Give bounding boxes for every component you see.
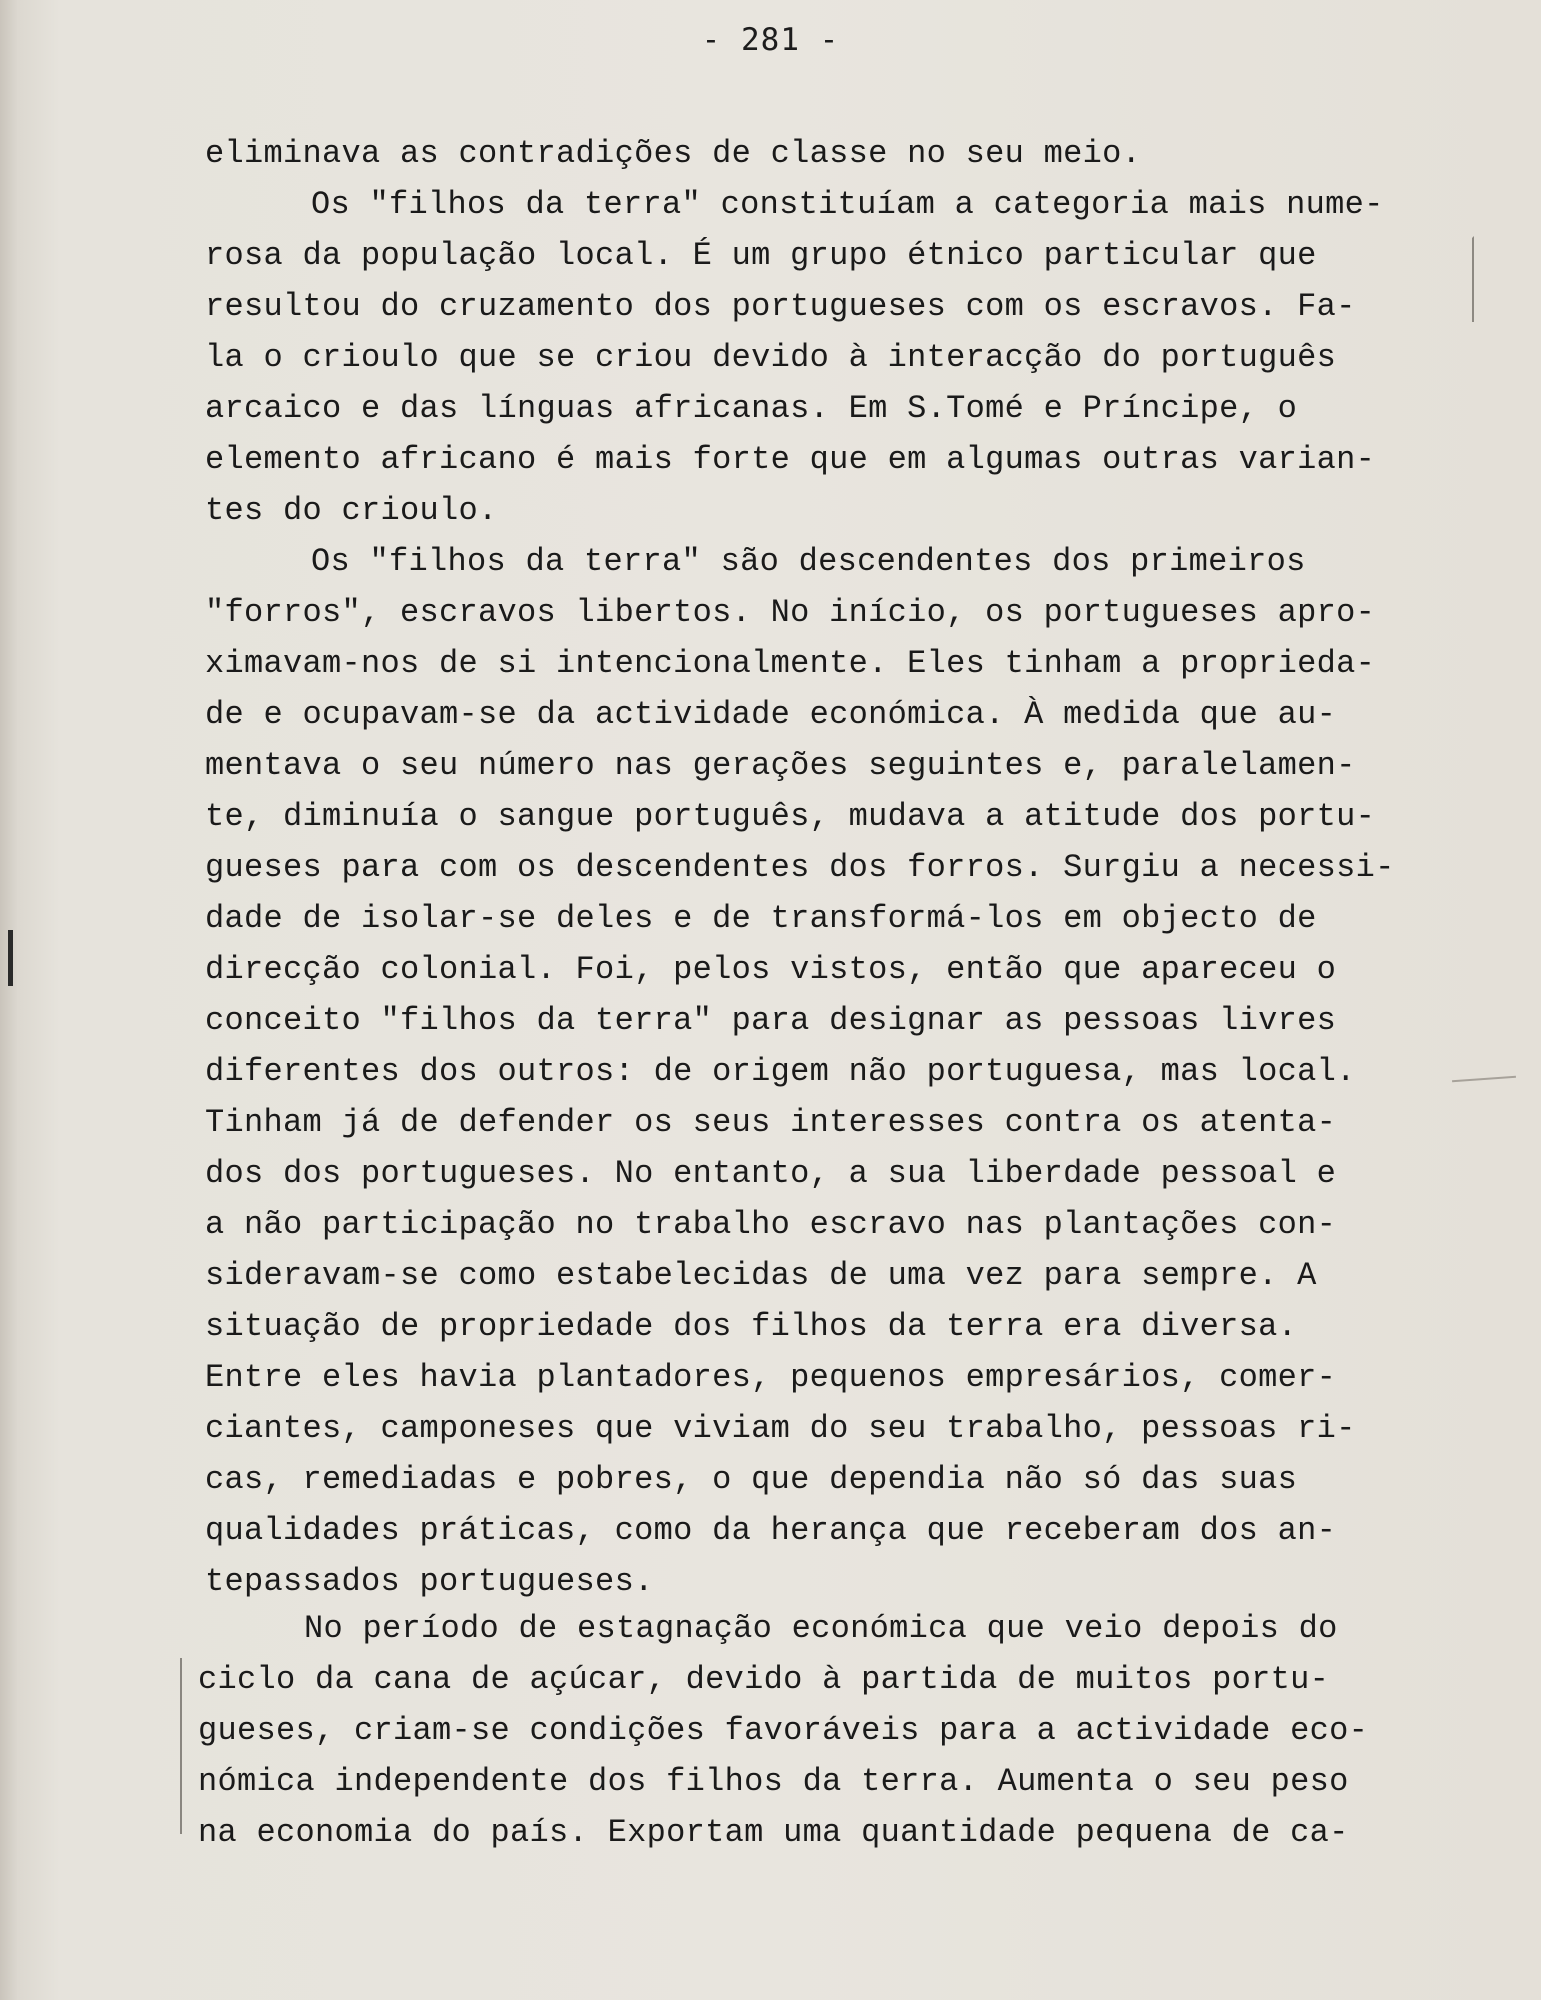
text-line: cas, remediadas e pobres, o que dependia não só das suas xyxy=(205,1461,1298,1498)
text-line: de e ocupavam-se da actividade económica. À medida que au- xyxy=(205,696,1337,733)
binding-mark xyxy=(8,930,13,986)
text-line: resultou do cruzamento dos portugueses com os escravos. Fa- xyxy=(205,288,1356,325)
margin-vertical-rule xyxy=(180,1658,182,1834)
text-line: te, diminuía o sangue português, mudava a atitude dos portu- xyxy=(205,798,1376,835)
text-line: la o crioulo que se criou devido à interacção do português xyxy=(205,339,1337,376)
text-line: conceito "filhos da terra" para designar as pessoas livres xyxy=(205,1002,1337,1039)
text-line: rosa da população local. É um grupo étnico particular que xyxy=(205,237,1317,274)
text-line: dade de isolar-se deles e de transformá-los em objecto de xyxy=(205,900,1317,937)
text-line: a não participação no trabalho escravo nas plantações con- xyxy=(205,1206,1337,1243)
text-line: Os "filhos da terra" são descendentes dos primeiros xyxy=(311,543,1306,580)
text-line: mentava o seu número nas gerações seguintes e, paralelamen- xyxy=(205,747,1356,784)
lower-text-block xyxy=(198,1603,1488,1858)
text-line: gueses para com os descendentes dos forros. Surgiu a necessi- xyxy=(205,849,1395,886)
text-line: "forros", escravos libertos. No início, os portugueses apro- xyxy=(205,594,1376,631)
text-line: tes do crioulo. xyxy=(205,492,498,529)
text-line: qualidades práticas, como da herança que receberam dos an- xyxy=(205,1512,1337,1549)
text-line: gueses, criam-se condições favoráveis para a actividade eco- xyxy=(198,1712,1369,1749)
page-number: - 281 - xyxy=(701,22,840,58)
text-line: direcção colonial. Foi, pelos vistos, então que apareceu o xyxy=(205,951,1337,988)
text-line: No período de estagnação económica que veio depois do xyxy=(304,1610,1338,1647)
text-line: Tinham já de defender os seus interesses contra os atenta- xyxy=(205,1104,1337,1141)
text-line: sideravam-se como estabelecidas de uma vez para sempre. A xyxy=(205,1257,1317,1294)
text-line: na economia do país. Exportam uma quantidade pequena de ca- xyxy=(198,1814,1349,1851)
text-line: Entre eles havia plantadores, pequenos empresários, comer- xyxy=(205,1359,1337,1396)
text-line: ciclo da cana de açúcar, devido à partida de muitos portu- xyxy=(198,1661,1330,1698)
text-line: Os "filhos da terra" constituíam a categoria mais nume- xyxy=(311,186,1384,223)
text-line: situação de propriedade dos filhos da terra era diversa. xyxy=(205,1308,1298,1345)
text-line: elemento africano é mais forte que em algumas outras varian- xyxy=(205,441,1376,478)
text-line: eliminava as contradições de classe no seu meio. xyxy=(205,135,1142,172)
text-line: ximavam-nos de si intencionalmente. Eles tinham a proprieda- xyxy=(205,645,1376,682)
text-line: nómica independente dos filhos da terra. Aumenta o seu peso xyxy=(198,1763,1349,1800)
text-line: diferentes dos outros: de origem não portuguesa, mas local. xyxy=(205,1053,1356,1090)
text-line: arcaico e das línguas africanas. Em S.Tomé e Príncipe, o xyxy=(205,390,1298,427)
text-line: tepassados portugueses. xyxy=(205,1563,654,1600)
text-line: ciantes, camponeses que viviam do seu trabalho, pessoas ri- xyxy=(205,1410,1356,1447)
text-line: dos dos portugueses. No entanto, a sua liberdade pessoal e xyxy=(205,1155,1337,1192)
main-text-block xyxy=(205,128,1495,1607)
